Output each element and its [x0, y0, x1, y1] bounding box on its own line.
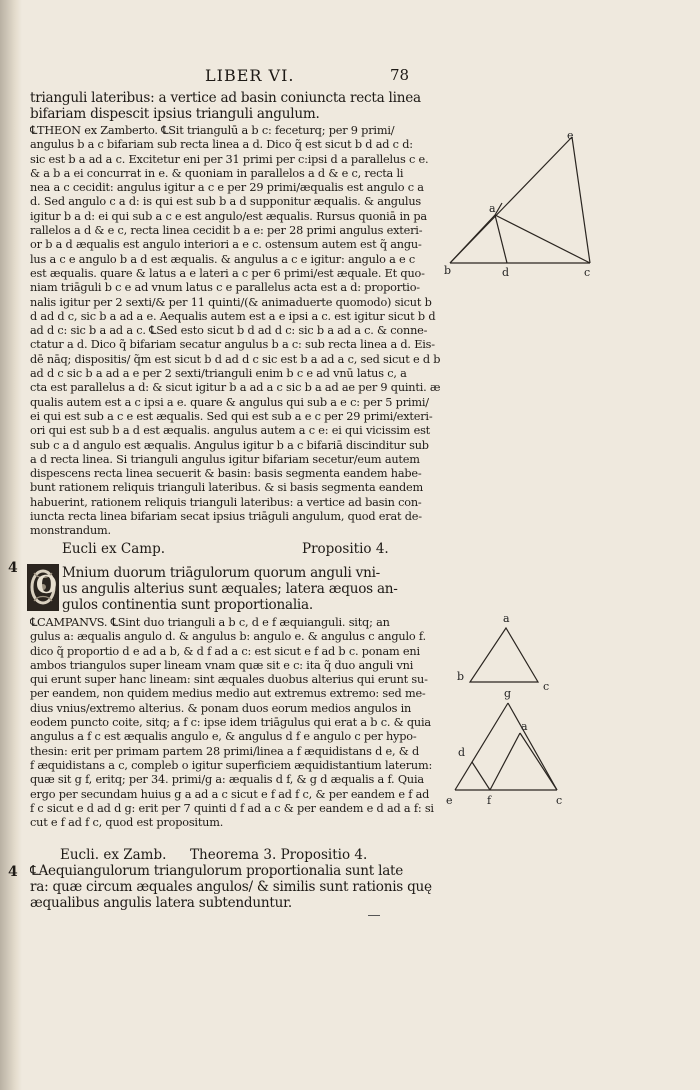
- text-line: cta est parallelus a d: & sicut igitur b a ad a c sic b a ad ae per 9 quinti. æ: [30, 381, 440, 395]
- heading-source: Eucli ex Camp.: [62, 541, 166, 557]
- initial-letter-text: O: [36, 570, 57, 599]
- text-line: nea a c cecidit: angulus igitur a c e per 29 primi/æqualis est angulo c a: [30, 181, 424, 195]
- text-line: monstrandum.: [30, 524, 111, 538]
- campanus-proof: [30, 616, 435, 830]
- text-line: f c sicut e d ad d g: erit per 7 quinti d f ad a c & per eandem e d ad a f: si: [30, 801, 434, 815]
- text-line: a d recta linea. Si trianguli angulus igitur bifariam secetur/eum autem: [30, 452, 420, 466]
- point-label-a: a: [489, 202, 496, 215]
- text-line: lus a c e angulo b a d est æqualis. & angulus a c e igitur: angulo a e c: [30, 252, 416, 266]
- text-line: eodem puncto coite, sitq; a f c: ipse idem triāgulus qui erat a b c. & quia: [30, 716, 431, 730]
- text-line: sub c a d angulo est æqualis. Angulus igitur b a c bifariā discinditur sub: [30, 438, 429, 452]
- text-line: angulus b a c bifariam sub recta linea a d. Dico q̃ est sicut b d ad c d:: [30, 138, 413, 152]
- text-line: gulos continentia sunt proportionalia.: [62, 597, 313, 613]
- point-label-d: d: [458, 746, 466, 759]
- point-label-f: f: [487, 794, 492, 807]
- point-label-d: d: [502, 266, 510, 279]
- text-line: iuncta recta linea bifariam secat ipsius triāguli angulum, quod erat de-: [30, 510, 422, 524]
- tail-mark: [368, 915, 380, 916]
- text-line: ra: quæ circum æquales angulos/ & similis sunt rationis quę: [30, 879, 432, 895]
- point-label-b: b: [444, 264, 452, 277]
- text-line: ℄Aequiangulorum triangulorum proportionalia sunt late: [30, 863, 404, 879]
- text-line: dē nāq; dispositis/ q̃m est sicut b d ad d c sic est b a ad a c, sed sicut e d b: [30, 352, 440, 366]
- text-line: thesin: erit per primam partem 28 primi/linea a f æquidistans d e, & d: [30, 744, 420, 758]
- text-line: niam triāguli b c e ad vnum latus c e parallelus acta est a d: proportio-: [30, 281, 420, 295]
- text-line: ctatur a d. Dico q̃ bifariam secatur angulus b a c: sub recta linea a d. Eis-: [30, 338, 435, 352]
- heading-proposition: Propositio 4.: [302, 541, 389, 557]
- text-line: ei qui est sub a c e est æqualis. Sed qui est sub a e c per 29 primi/exteri-: [30, 409, 433, 423]
- margin-note: 4: [8, 560, 18, 576]
- text-line: ori qui est sub b a d est æqualis. angulus autem a c e: ei qui vicissim est: [30, 424, 431, 438]
- text-line: nalis igitur per 2 sexti/& per 11 quinti/(& animaduerte quomodo) sicut b: [30, 295, 432, 309]
- text-line: dispescens recta linea secuerit & basin: basis segmenta eandem habe-: [30, 467, 422, 481]
- point-label-c: c: [543, 680, 550, 693]
- opening-lines: [30, 90, 440, 122]
- text-line: sic est b a ad a c. Excitetur eni per 31 primi per c:ipsi d a parallelus c e.: [30, 152, 429, 166]
- proposition-enunciation-1: [62, 565, 442, 613]
- text-line: dico q̃ proportio d e ad a b, & d f ad a c: est sicut e f ad b c. ponam eni: [30, 644, 420, 658]
- point-label-b: b: [457, 670, 465, 683]
- text-line: per eandem, non quidem medius medio aut extremus extremo: sed me-: [30, 687, 426, 701]
- text-line: qui erunt super hanc lineam: sint æquales duobus alterius qui erunt su-: [30, 673, 428, 687]
- page-gutter-shadow: [0, 0, 22, 1090]
- theon-proof: [30, 124, 440, 539]
- text-line: or b a d æqualis est angulo interiori a e c. ostensum autem est q̃ angu-: [30, 238, 422, 252]
- text-line: Mnium duorum triāgulorum quorum anguli vni-: [62, 565, 381, 581]
- folio-number: 78: [390, 66, 410, 84]
- text-line: bifariam dispescit ipsius trianguli angulum.: [30, 106, 320, 122]
- text-line: d. Sed angulo c a d: is qui est sub b a d supponitur æqualis. & angulus: [30, 195, 421, 209]
- text-line: est æqualis. quare & latus a e lateri a c per 6 primi/est æquale. Et quo-: [30, 266, 425, 280]
- text-line: bunt rationem reliquis trianguli lateribus. & si basis segmenta eandem: [30, 481, 424, 495]
- text-line: dius vnius/extremo alterius. & ponam duos eorum medios angulos in: [30, 701, 412, 715]
- proposition-enunciation-2: [30, 863, 440, 911]
- margin-note: 4: [8, 864, 18, 880]
- text-line: igitur b a d: ei qui sub a c e est angulo/est æqualis. Rursus quoniā in pa: [30, 209, 427, 223]
- text-line: gulus a: æqualis angulo d. & angulus b: angulo e. & angulus c angulo f.: [30, 630, 426, 644]
- text-line: ad d c: sic b a ad a c. ℄Sed esto sicut b d ad d c: sic b a ad a c. & conne-: [30, 324, 428, 338]
- point-label-e: e: [567, 129, 574, 142]
- text-line: d ad d c, sic b a ad a e. Aequalis autem est a e ipsi a c. est igitur sicut b d: [30, 309, 436, 323]
- text-line: ad d c sic b a ad a e per 2 sexti/trianguli enim b c e ad vnū latus c, a: [30, 367, 407, 381]
- point-label-a: a: [521, 720, 528, 733]
- text-line: ℄THEON ex Zamberto. ℄Sit triangulū a b c: feceturq; per 9 primi/: [30, 124, 395, 137]
- text-line: ℄CAMPANVS. ℄Sint duo trianguli a b c, d e f æquianguli. sitq; an: [30, 616, 390, 629]
- point-label-c: c: [556, 794, 563, 807]
- text-line: rallelos a d & e c, recta linea cecidit b a e: per 28 primi angulus exteri-: [30, 224, 423, 238]
- figure-bisector-drawing: [440, 125, 600, 285]
- text-line: angulus a f c est æqualis angulo e, & angulus d f e angulo c per hypo-: [30, 730, 417, 744]
- text-line: f æquidistans a c, compleb o igitur superficiem æquidistantium laterum:: [30, 758, 433, 772]
- text-line: quæ sit g f, eritq; per 34. primi/g a: æqualis d f, & g d æqualis a f. Quia: [30, 773, 424, 787]
- heading-source: Eucli. ex Zamb.: [60, 847, 167, 863]
- text-line: æqualibus angulis latera subtenduntur.: [30, 895, 292, 911]
- text-line: cut e f ad f c, quod est propositum.: [30, 816, 224, 830]
- text-line: us angulis alterius sunt æquales; latera æquos an-: [62, 581, 398, 597]
- text-line: ambos triangulos super lineam vnam quæ sit e c: ita q̃ duo anguli vni: [30, 658, 414, 672]
- text-line: & a b a ei concurrat in e. & quoniam in parallelos a d & e c, recta li: [30, 166, 404, 180]
- point-label-c: c: [584, 266, 591, 279]
- point-label-a: a: [503, 612, 510, 625]
- figure-triangle-abc-drawing: [460, 620, 550, 690]
- text-line: trianguli lateribus: a vertice ad basin coniuncta recta linea: [30, 90, 421, 106]
- point-label-g: g: [504, 687, 512, 700]
- heading-proposition: Theorema 3. Propositio 4.: [190, 847, 368, 863]
- text-line: habuerint, rationem reliquis trianguli lateribus: a vertice ad basin con-: [30, 495, 422, 509]
- point-label-e: e: [446, 794, 453, 807]
- running-title: LIBER VI.: [205, 66, 295, 85]
- text-line: qualis autem est a c ipsi a e. quare & angulus qui sub a e c: per 5 primi/: [30, 395, 429, 409]
- text-line: ergo per secundam huius g a ad a c sicut e f ad f c, & per eandem e f ad: [30, 787, 430, 801]
- page-header: [205, 66, 435, 86]
